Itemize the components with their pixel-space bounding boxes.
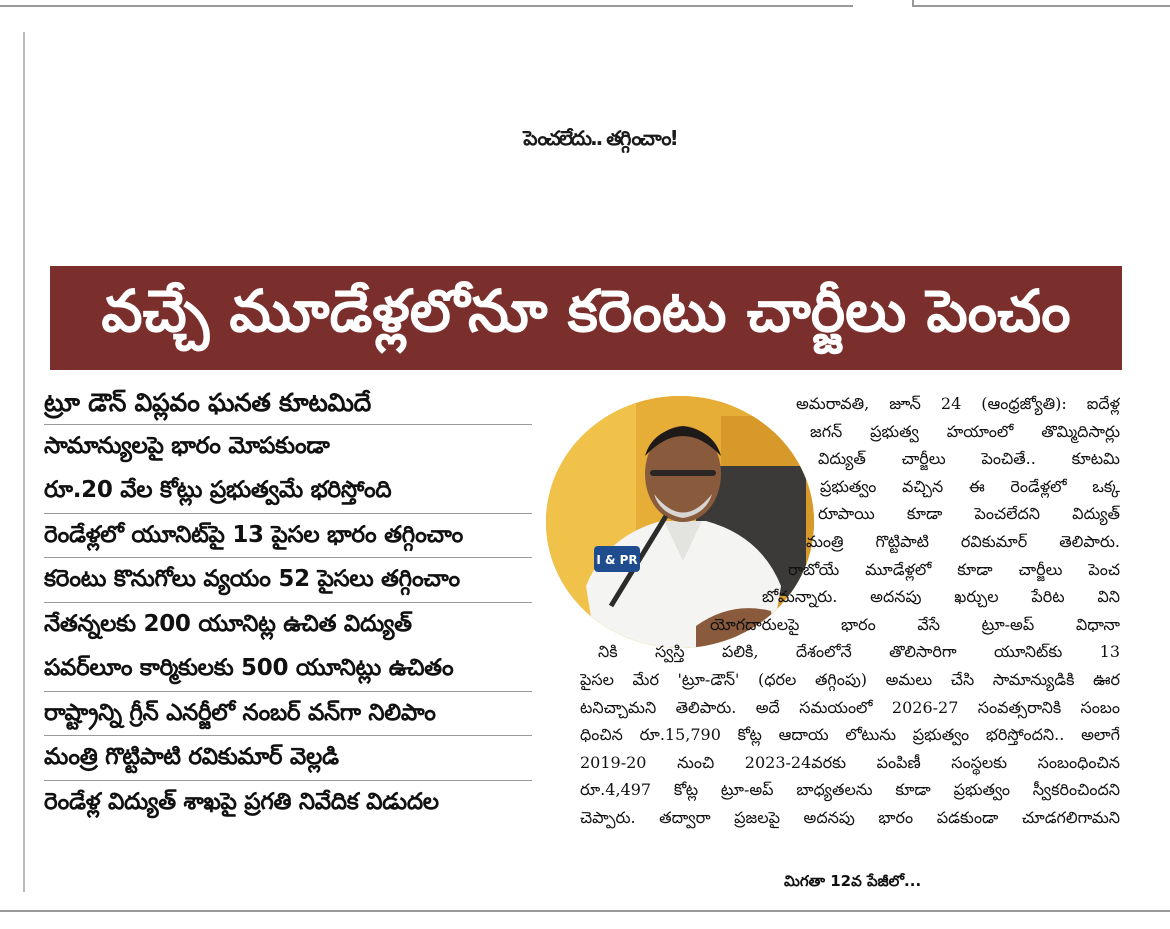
- story-line: చెప్పారు. తద్వారా ప్రజలపై అదనపు భారం పడకుండా చూడగలిగామని: [580, 807, 1120, 827]
- story-line: ప్రభుత్వం వచ్చిన ఈ రెండేళ్లలో ఒక్క: [820, 476, 1120, 496]
- story-line: పైసల మేర 'ట్రూ-డౌన్' (ధరల తగ్గింపు) అమలు చేసి సామాన్యుడికి ఊర: [580, 669, 1120, 689]
- bullet-item: రూ.20 వేల కోట్లు ప్రభుత్వమే భరిస్తోంది: [44, 469, 532, 514]
- top-rule-right: [912, 0, 1170, 7]
- story-line: ధించిన రూ.15,790 కోట్ల ఆదాయ లోటును ప్రభుత్వం భరిస్తోందని.. అలాగే: [580, 725, 1120, 745]
- bullet-item: రెండేళ్ల విద్యుత్ శాఖపై ప్రగతి నివేదిక విడుదల: [44, 788, 439, 815]
- top-rule-left: [0, 0, 853, 7]
- mic-badge-text: I & PR: [596, 553, 638, 567]
- bullet-item: రెండేళ్లలో యూనిట్‌పై 13 పైసల భారం తగ్గించాం: [44, 514, 532, 559]
- subheadline-banner: [50, 266, 1122, 370]
- story-line: టనిచ్చామని తెలిపారు. అదే సమయంలో 2026-27 సంవత్సరానికి సంబం: [580, 697, 1120, 717]
- story-line: జగన్ ప్రభుత్వ హయాంలో తొమ్మిదిసార్లు: [810, 421, 1120, 441]
- story-body: [580, 390, 1120, 832]
- left-column-rule: [23, 32, 25, 892]
- story-line: రూపాయి కూడా పెంచలేదని విద్యుత్: [818, 504, 1120, 524]
- bullet-item: పవర్‌లూం కార్మికులకు 500 యూనిట్లు ఉచితం: [44, 647, 532, 692]
- bullet-item: నేతన్నలకు 200 యూనిట్ల ఉచిత విద్యుత్: [44, 610, 412, 637]
- bullet-item: కరెంటు కొనుగోలు వ్యయం 52 పైసలు తగ్గించాం: [44, 558, 532, 603]
- continued-note: మిగతా 12వ పేజీలో...: [784, 872, 922, 890]
- story-line: విద్యుత్ చార్జీలు పెంచితే.. కూటమి: [818, 449, 1120, 469]
- story-line: నికి స్వస్తి పలికి, దేశంలోనే తొలిసారిగా యూనిట్‌కు 13: [598, 642, 1120, 662]
- story-line: రాబోయే మూడేళ్లలో కూడా చార్జీలు పెంచ: [788, 559, 1120, 579]
- story-line: అమరావతి, జూన్ 24 (ఆంధ్రజ్యోతి): ఐదేళ్ల: [796, 394, 1120, 413]
- bullet-item: సామాన్యులపై భారం మోపకుండా: [44, 432, 330, 459]
- bullet-list: [44, 380, 532, 825]
- story-line: యోగదారులపై భారం వేసే ట్రూ-అప్ విధానా: [710, 614, 1120, 634]
- headline: పెంచలేదు.. తగ్గించాం!: [523, 125, 677, 150]
- bottom-rule: [0, 910, 1170, 912]
- story-line: మంత్రి గొట్టిపాటి రవికుమార్ తెలిపారు.: [806, 531, 1120, 551]
- bullet-item: మంత్రి గొట్టిపాటి రవికుమార్ వెల్లడి: [44, 736, 532, 781]
- story-line: బోమన్నారు. అదనపు ఖర్చుల పేరిట విని: [762, 587, 1120, 607]
- bullet-item: ట్రూ డౌన్ విప్లవం ఘనత కూటమిదే: [44, 380, 532, 425]
- story-line: రూ.4,497 కోట్ల ట్రూ-అప్ బాధ్యతలను కూడా ప్రభుత్వం స్వీకరించిందని: [580, 780, 1120, 800]
- bullet-item: రాష్ట్రాన్ని గ్రీన్ ఎనర్జీలో నంబర్ వన్‌గా నిలిపాం: [44, 692, 532, 737]
- story-line: 2019-20 నుంచి 2023-24వరకు పంపిణీ సంస్థలకు సంబంధించిన: [580, 752, 1120, 772]
- subheadline: వచ్చే మూడేళ్లలోనూ కరెంటు చార్జీలు పెంచం: [101, 276, 1071, 345]
